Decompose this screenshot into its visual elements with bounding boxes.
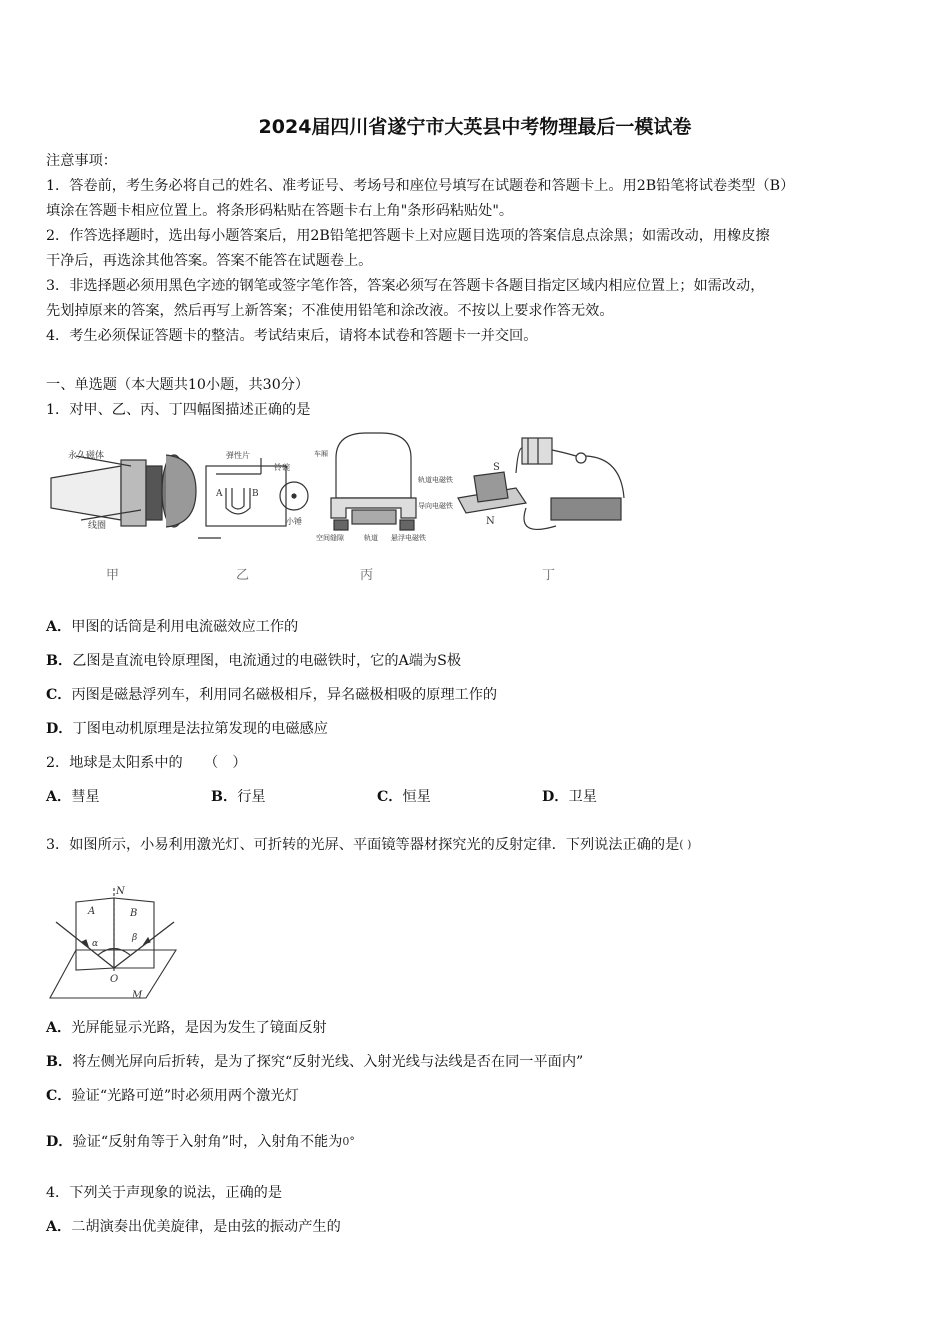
label-track-magnet: 轨道电磁铁 bbox=[418, 476, 453, 484]
section-heading: 一、单选题（本大题共10小题，共30分） bbox=[46, 377, 310, 393]
q2-option-d[interactable] bbox=[542, 788, 597, 806]
option-label: A． bbox=[46, 619, 72, 635]
notice-line: 干净后，再选涂其他答案。答案不能答在试题卷上。 bbox=[46, 253, 373, 269]
maglev-diagram bbox=[331, 433, 416, 530]
notice-line: 填涂在答题卡相应位置上。将条形码粘贴在答题卡右上角"条形码粘贴处"。 bbox=[46, 203, 514, 219]
notice-line: 1．答卷前，考生务必将自己的姓名、准考证号、考场号和座位号填写在试题卷和答题卡上。用2B铅笔将试卷类型（B） bbox=[46, 178, 795, 194]
option-label: B． bbox=[211, 789, 238, 805]
label-levit: 悬浮电磁铁 bbox=[391, 534, 426, 542]
option-text: 光屏能显示光路，是因为发生了镜面反射 bbox=[71, 1020, 327, 1036]
option-text: 验证“反射角等于入射角”时，入射角不能为 bbox=[72, 1134, 343, 1150]
question-4-stem: 4．下列关于声现象的说法，正确的是 bbox=[46, 1185, 283, 1201]
question-2-stem: 2．地球是太阳系中的 （ ） bbox=[46, 755, 247, 771]
label-b: B bbox=[252, 489, 259, 499]
option-text: 乙图是直流电铃原理图，电流通过的电磁铁时，它的A端为S极 bbox=[72, 653, 462, 669]
label-screen-a: A bbox=[88, 906, 96, 917]
label-spring: 弹性片 bbox=[226, 451, 250, 460]
q2-option-b[interactable] bbox=[211, 788, 266, 806]
option-text: 丁图电动机原理是法拉第发现的电磁感应 bbox=[72, 721, 328, 737]
q1-option-c[interactable] bbox=[46, 686, 497, 704]
q4-option-a[interactable] bbox=[46, 1218, 341, 1236]
option-label: C． bbox=[46, 687, 72, 703]
question-3-stem bbox=[46, 836, 691, 854]
label-normal-n: N bbox=[116, 886, 125, 897]
option-label: A． bbox=[46, 789, 72, 805]
figure-label-bing: 丙 bbox=[360, 568, 374, 583]
question-1-stem: 1．对甲、乙、丙、丁四幅图描述正确的是 bbox=[46, 402, 311, 418]
option-text: 丙图是磁悬浮列车，利用同名磁极相斥，异名磁极相吸的原理工作的 bbox=[71, 687, 498, 703]
label-s: S bbox=[493, 462, 500, 473]
q3-option-d[interactable] bbox=[46, 1133, 355, 1151]
notice-line: 2．作答选择题时，选出每小题答案后，用2B铅笔把答题卡上对应题目选项的答案信息点涂黑；如需改动，用橡皮擦 bbox=[46, 228, 770, 244]
label-coil: 线圈 bbox=[88, 521, 107, 531]
option-label: B． bbox=[46, 653, 73, 669]
q1-option-d[interactable] bbox=[46, 720, 328, 738]
option-label: C． bbox=[46, 1088, 72, 1104]
zero-degree-mark: 0° bbox=[342, 1135, 355, 1148]
page-title: 2024届四川省遂宁市大英县中考物理最后一模试卷 bbox=[258, 116, 692, 138]
option-text: 二胡演奏出优美旋律，是由弦的振动产生的 bbox=[71, 1219, 341, 1235]
option-text: 甲图的话筒是利用电流磁效应工作的 bbox=[71, 619, 299, 635]
q2-option-c[interactable] bbox=[377, 788, 431, 806]
label-screen-b: B bbox=[130, 908, 138, 919]
option-text: 行星 bbox=[237, 789, 266, 805]
label-gap: 空间缝隙 bbox=[316, 534, 344, 542]
option-text: 彗星 bbox=[71, 789, 100, 805]
option-label: A． bbox=[46, 1020, 72, 1036]
notice-line: 先划掉原来的答案，然后再写上新答案；不准使用铅笔和涂改液。不按以上要求作答无效。 bbox=[46, 303, 614, 319]
label-guide-magnet: 导向电磁铁 bbox=[418, 502, 453, 510]
motor-diagram bbox=[458, 438, 624, 529]
option-label: A． bbox=[46, 1219, 72, 1235]
label-beta: β bbox=[132, 933, 138, 943]
q3-option-c[interactable] bbox=[46, 1087, 299, 1105]
label-point-o: O bbox=[110, 974, 119, 985]
label-bell: 铃碗 bbox=[274, 463, 290, 472]
label-n: N bbox=[486, 516, 495, 527]
label-rail: 轨道 bbox=[364, 534, 378, 542]
label-magnet: 永久磁体 bbox=[68, 451, 105, 461]
option-label: C． bbox=[377, 789, 403, 805]
option-label: D． bbox=[46, 721, 73, 737]
label-mirror-m: M bbox=[132, 990, 143, 1001]
option-text: 恒星 bbox=[402, 789, 431, 805]
option-text: 将左侧光屏向后折转，是为了探究“反射光线、入射光线与法线是否在同一平面内” bbox=[72, 1054, 584, 1070]
q1-figure bbox=[46, 428, 636, 588]
option-text: 卫星 bbox=[568, 789, 597, 805]
answer-paren: ( ) bbox=[679, 838, 692, 851]
label-a: A bbox=[216, 489, 223, 499]
option-label: D． bbox=[542, 789, 569, 805]
option-label: D． bbox=[46, 1134, 73, 1150]
figure-label-jia: 甲 bbox=[106, 568, 120, 583]
figure-label-ding: 丁 bbox=[542, 568, 556, 583]
option-label: B． bbox=[46, 1054, 73, 1070]
q3-option-a[interactable] bbox=[46, 1019, 327, 1037]
notice-line: 3．非选择题必须用黑色字迹的钢笔或签字笔作答，答案必须写在答题卡各题目指定区域内相应位置上；如需改动， bbox=[46, 278, 765, 294]
q2-option-a[interactable] bbox=[46, 788, 100, 806]
q1-option-b[interactable] bbox=[46, 652, 461, 670]
notice-line: 4．考生必须保证答题卡的整洁。考试结束后，请将本试卷和答题卡一并交回。 bbox=[46, 328, 538, 344]
label-body: 车厢 bbox=[314, 450, 328, 458]
q1-option-a[interactable] bbox=[46, 618, 298, 636]
q3-reflection-figure bbox=[46, 880, 186, 1005]
label-hammer: 小锤 bbox=[286, 517, 302, 526]
option-text: 验证“光路可逆”时必须用两个激光灯 bbox=[71, 1088, 299, 1104]
figure-label-yi: 乙 bbox=[236, 568, 250, 583]
microphone-diagram bbox=[51, 455, 196, 527]
label-alpha: α bbox=[92, 939, 99, 949]
notice-heading: 注意事项： bbox=[46, 153, 117, 169]
question-3-text: 3．如图所示，小易利用激光灯、可折转的光屏、平面镜等器材探究光的反射定律．下列说法正确的是 bbox=[46, 837, 680, 853]
q3-option-b[interactable] bbox=[46, 1053, 583, 1071]
